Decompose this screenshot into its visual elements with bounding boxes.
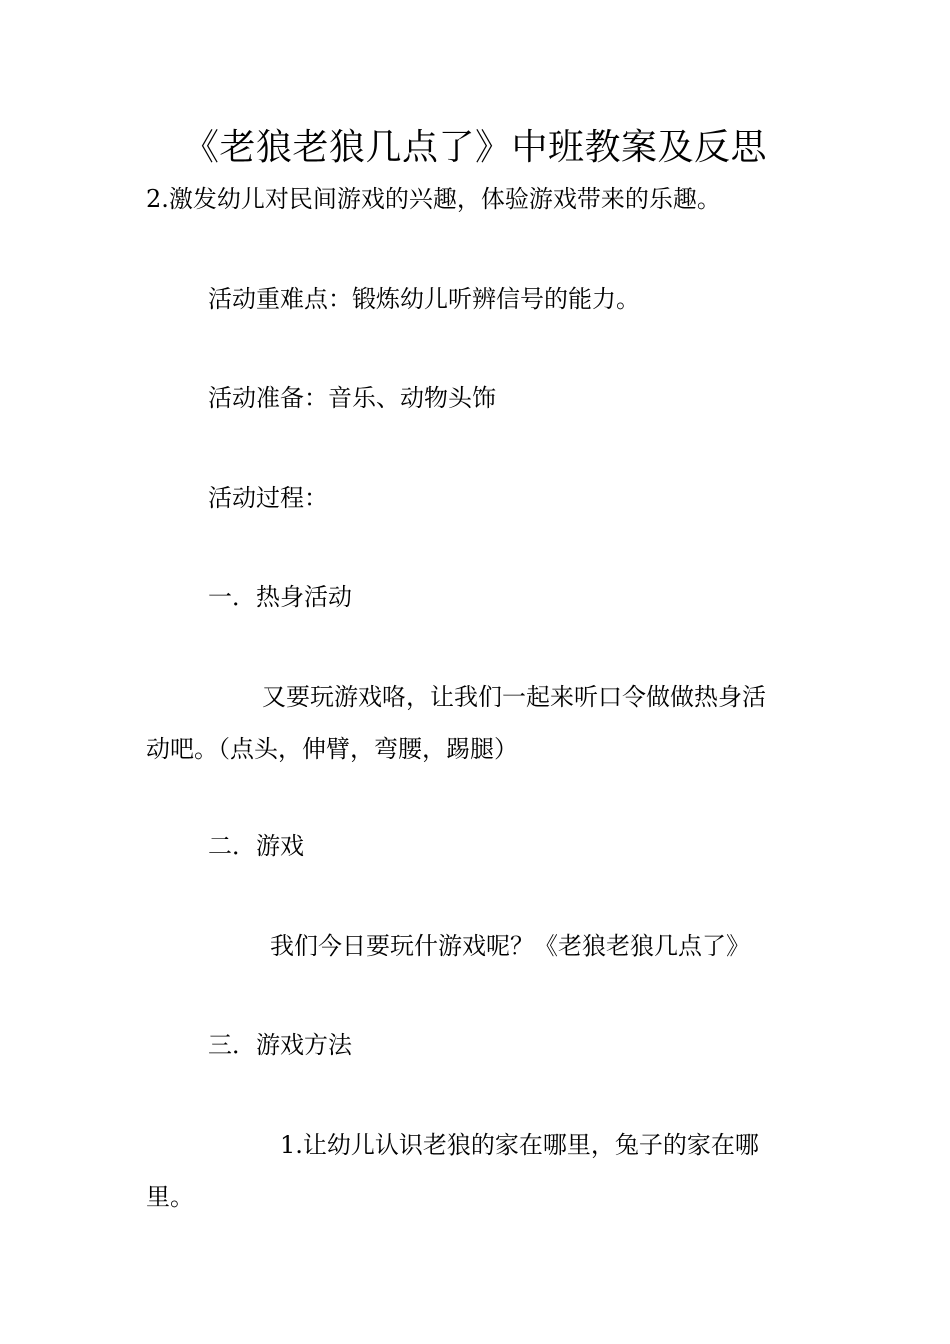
heading-process: 活动过程：: [208, 484, 328, 512]
heading-section-1: 一．热身活动: [208, 583, 352, 611]
heading-section-2: 二．游戏: [208, 832, 304, 860]
paragraph-goal-2: 2.激发幼儿对民间游戏的兴趣，体验游戏带来的乐趣。: [146, 185, 721, 213]
paragraph-key-point: 活动重难点：锻炼幼儿听辨信号的能力。: [208, 285, 640, 313]
heading-section-3: 三．游戏方法: [208, 1031, 352, 1059]
paragraph-preparation: 活动准备：音乐、动物头饰: [208, 384, 496, 412]
paragraph-section-1-line-1: 又要玩游戏咯，让我们一起来听口令做做热身活: [262, 683, 766, 711]
paragraph-section-3-item-1-line-2: 里。: [146, 1183, 194, 1211]
document-title: 《老狼老狼几点了》中班教案及反思: [182, 127, 767, 168]
paragraph-section-2: 我们今日要玩什游戏呢？《老狼老狼几点了》: [270, 932, 750, 960]
paragraph-section-3-item-1-line-1: 1.让幼儿认识老狼的家在哪里，兔子的家在哪: [280, 1131, 759, 1159]
paragraph-section-1-line-2: 动吧。（点头，伸臂，弯腰，踢腿）: [146, 735, 518, 763]
